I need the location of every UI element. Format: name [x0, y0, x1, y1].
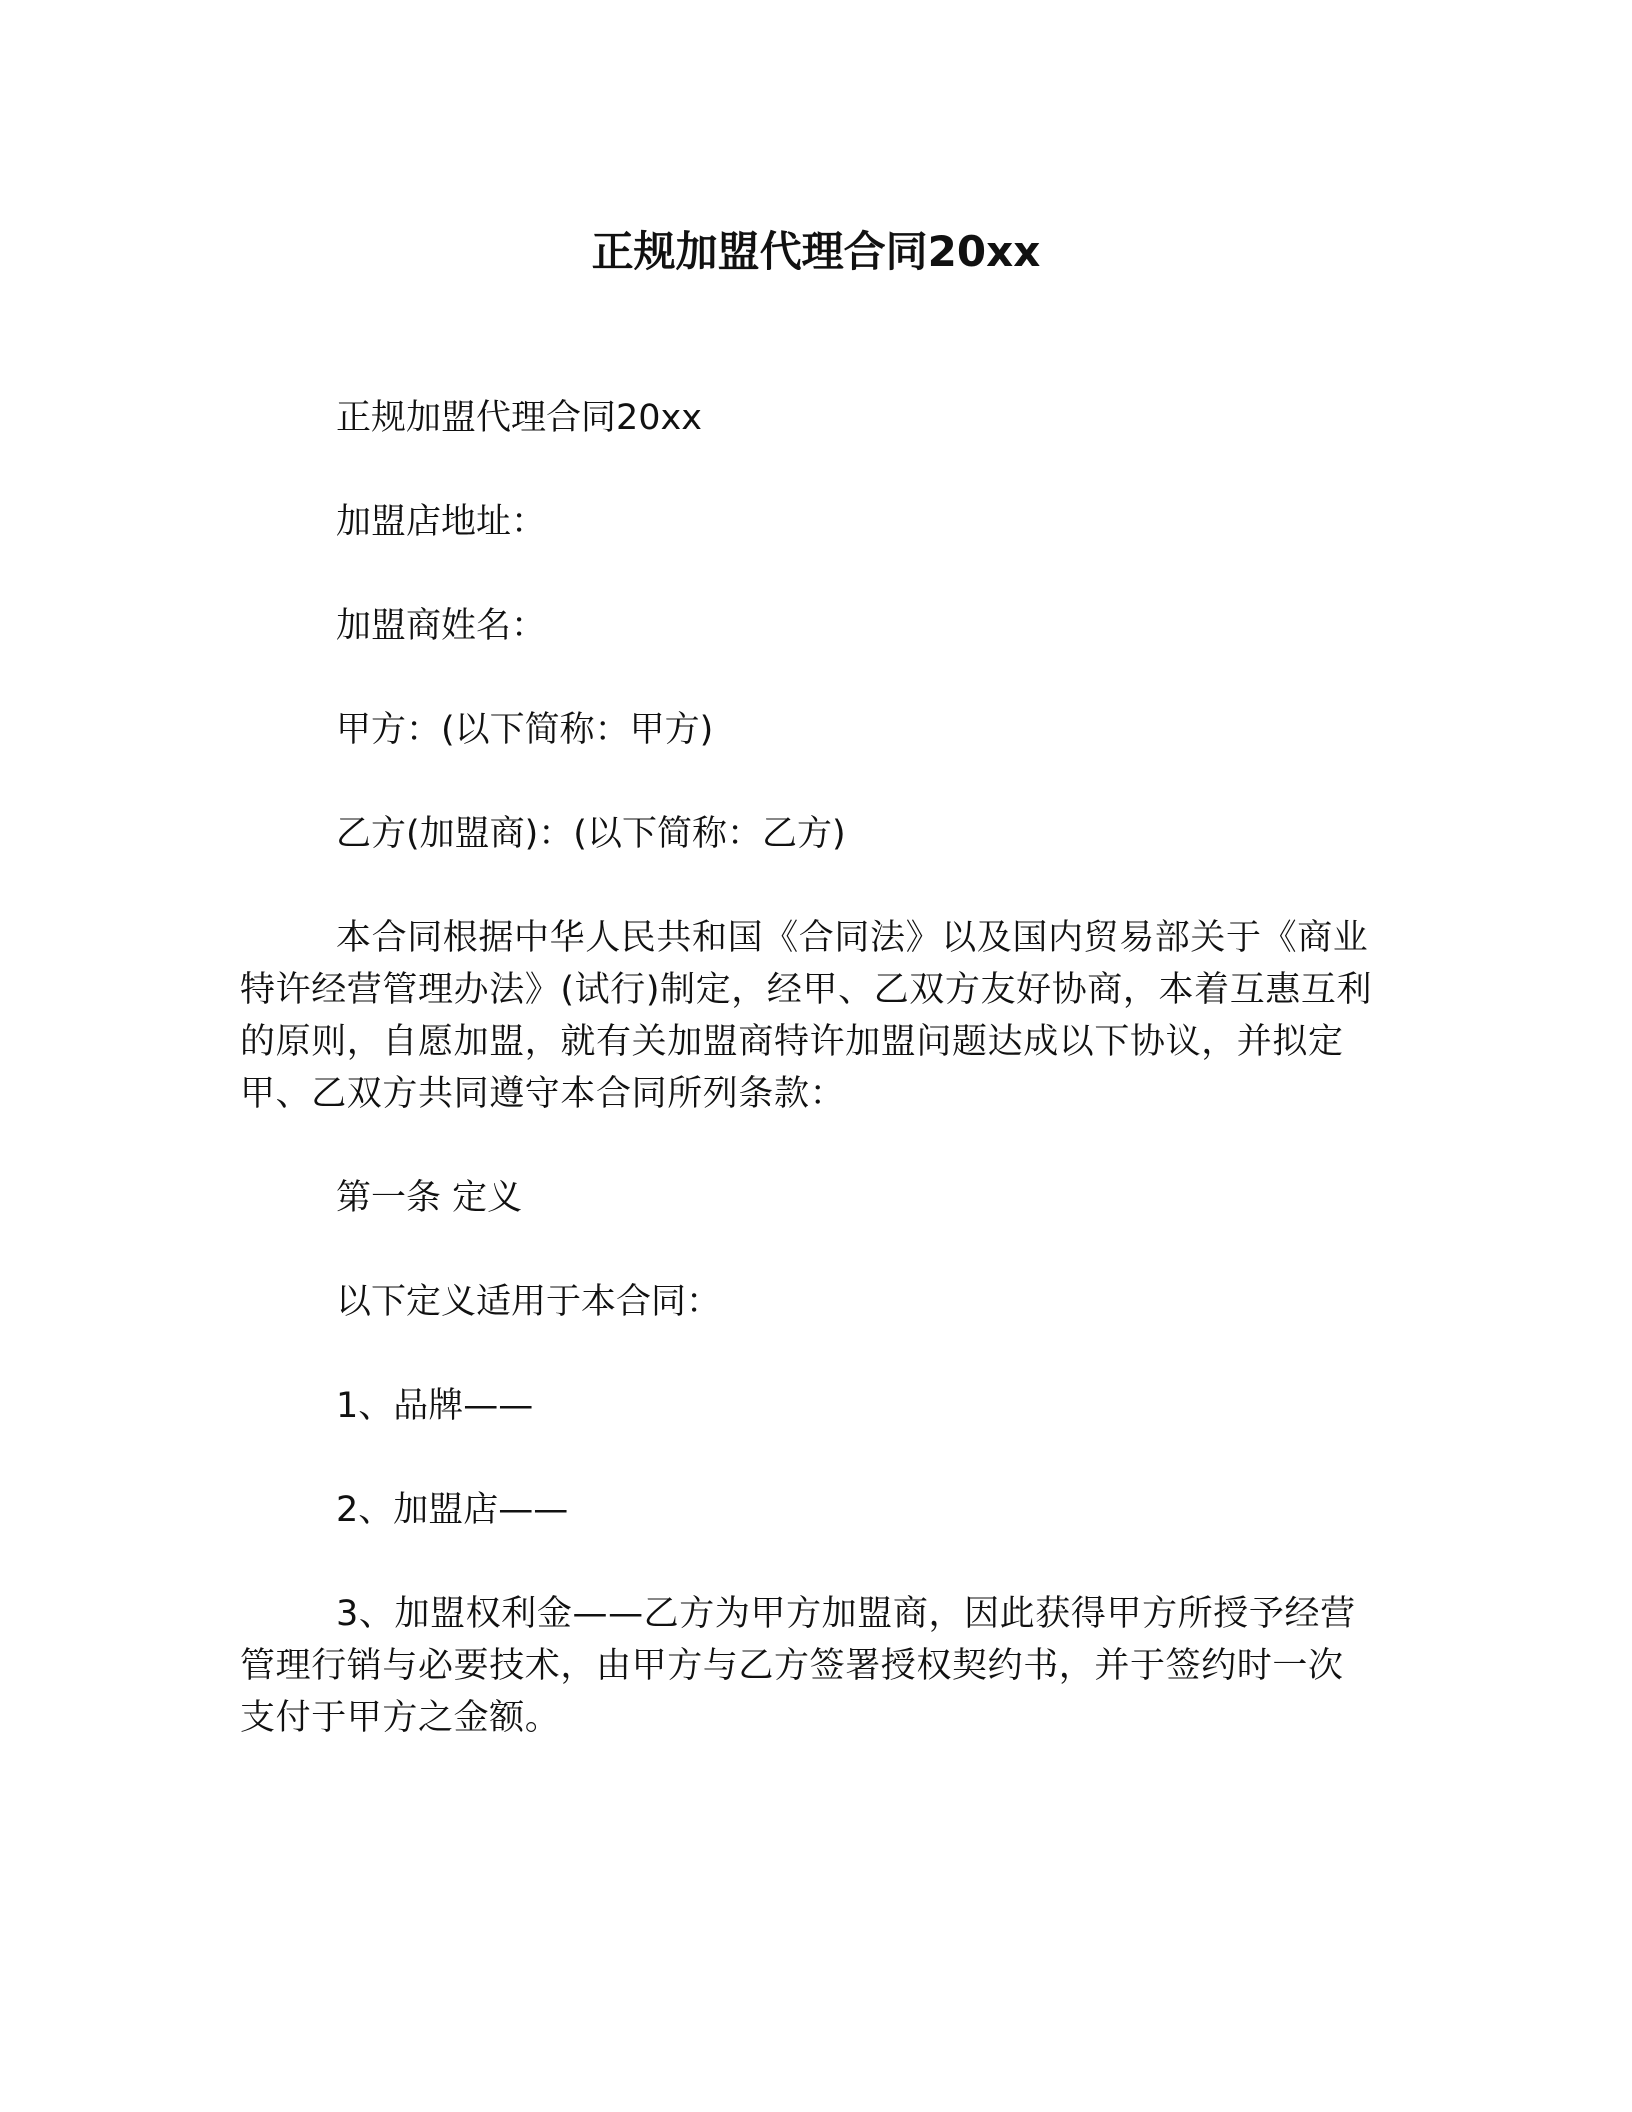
paragraph-definition-franchise-fee: 3、加盟权利金——乙方为甲方加盟商，因此获得甲方所授予经营管理行销与必要技术，由甲方与乙方签署授权契约书，并于签约时一次支付于甲方之金额。	[240, 1594, 1356, 1738]
paragraph-article-1-title: 第一条 定义	[336, 1178, 523, 1218]
paragraph-definition-franchise-store: 2、加盟店——	[336, 1490, 569, 1530]
paragraph-store-address: 加盟店地址：	[336, 502, 547, 542]
paragraph-party-b: 乙方(加盟商)：(以下简称：乙方)	[336, 814, 846, 854]
paragraph-contract-basis: 本合同根据中华人民共和国《合同法》以及国内贸易部关于《商业特许经营管理办法》(试行)制定，经甲、乙双方友好协商，本着互惠互利的原则，自愿加盟，就有关加盟商特许加盟问题达成以下协议，并拟定甲、乙双方共同遵守本合同所列条款：	[240, 918, 1373, 1114]
paragraph-heading: 正规加盟代理合同20xx	[336, 398, 702, 438]
paragraph-definitions-intro: 以下定义适用于本合同：	[336, 1282, 722, 1322]
paragraph-party-a: 甲方：(以下简称：甲方)	[336, 710, 714, 750]
paragraph-definition-brand: 1、品牌——	[336, 1386, 534, 1426]
document-body	[240, 392, 1375, 1796]
paragraph-franchisee-name: 加盟商姓名：	[336, 606, 547, 646]
document-title: 正规加盟代理合同20xx	[591, 227, 1041, 276]
